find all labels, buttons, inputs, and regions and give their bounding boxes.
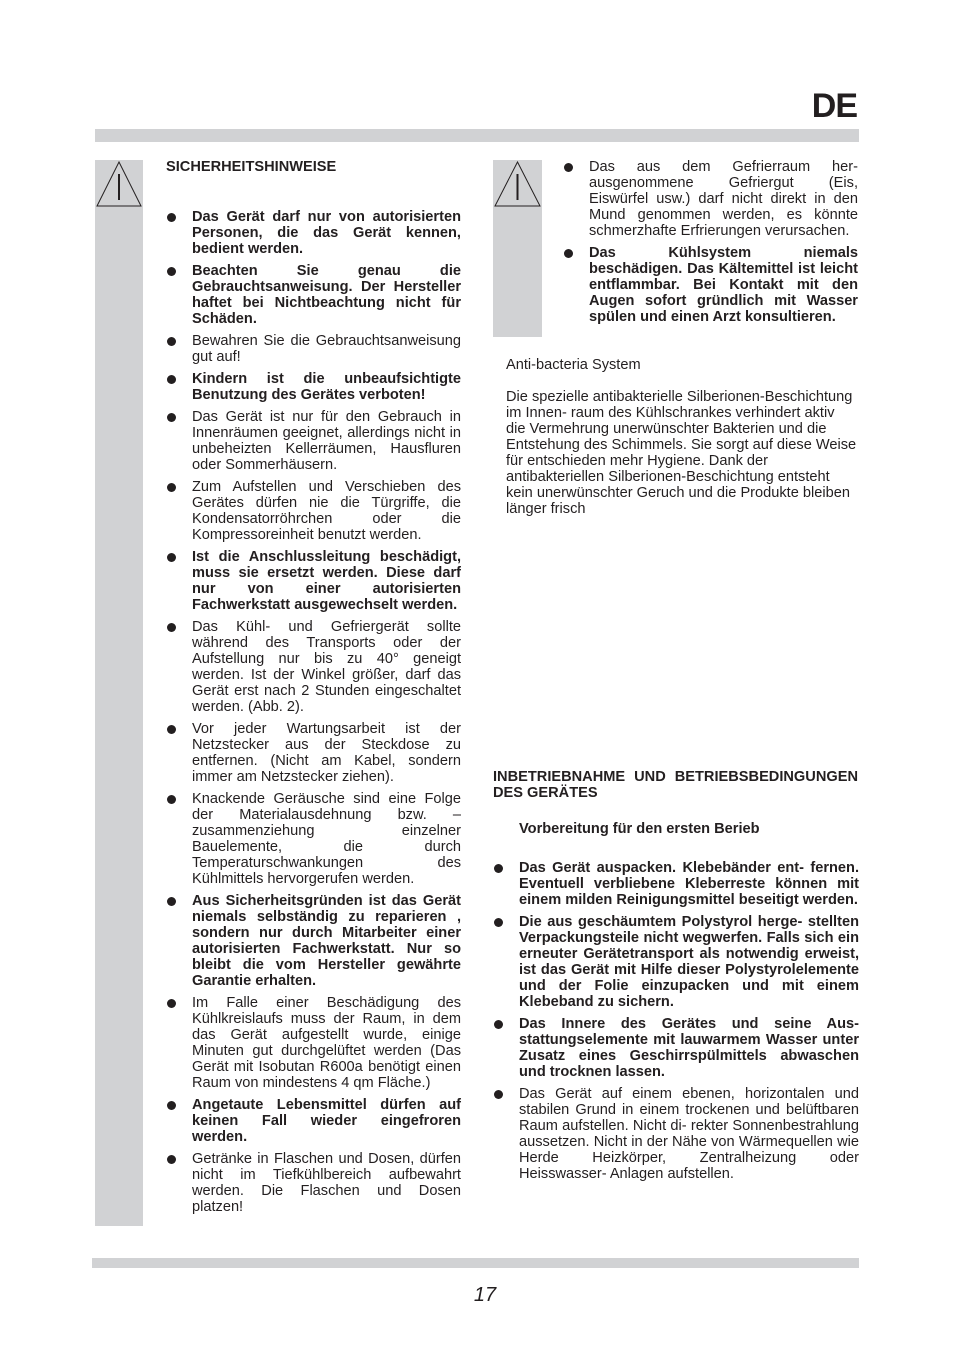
list-item: Getränke in Flaschen und Dosen, dürfen nicht im Tiefkühlbereich aufbewahrt werden. Die Flaschen und Dosen platzen! xyxy=(166,1151,461,1215)
operation-heading: INBETRIEBNAHME UND BETRIEBSBEDINGUNGEN DES GERÄTES xyxy=(493,769,858,801)
bottom-divider xyxy=(92,1258,859,1268)
list-item: Im Falle einer Beschädigung des Kühlkreislaufs muss der Raum, in dem das Gerät aufgestellt wurde, einige Minuten gut durchgelüftet werden (Das Gerät mit Isobutan R600a benötigt einen Raum von mindestens 4 qm Fläche.) xyxy=(166,995,461,1091)
safety-list xyxy=(166,209,461,1221)
list-item: Ist die Anschlussleitung beschädigt, muss sie ersetzt werden. Diese darf nur von einer autorisierten Fachwerkstatt ausgewechselt werden. xyxy=(166,549,461,613)
list-item: Die aus geschäumtem Polystyrol herge- stellten Verpackungsteile nicht wegwerfen. Falls sich ein erneuter Gerätetransport als notwendig erweist, ist das Gerät mit Hilfe dieser Polystyrolelemente und der Folie einzupacken und mit einem Klebeband zu sichern. xyxy=(493,914,859,1010)
list-item: Das Gerät auspacken. Klebebänder ent- fernen. Eventuell verbliebene Kleberreste können mit einem milden Reinigungsmittel beseitigt werden. xyxy=(493,860,859,908)
safety-heading: SICHERHEITSHINWEISE xyxy=(166,159,337,175)
list-item: Knackende Geräusche sind eine Folge der Materialausdehnung bzw. –zusammenziehung einzelner Bauelemente, die durch Temperaturschwankungen des Kühlmittels hervorgerufen werden. xyxy=(166,791,461,887)
language-code: DE xyxy=(811,87,857,125)
list-item: Das Kühlsystem niemals beschädigen. Das Kältemittel ist leicht entflammbar. Bei Kontakt mit den Augen sofort gründlich mit Wasser spülen und einen Arzt konsultieren. xyxy=(563,245,858,325)
warning-sidebar-right xyxy=(493,160,542,337)
antibacteria-body: Die spezielle antibakterielle Silberionen-Beschichtung im Innen- raum des Kühlschrankes verhindert aktiv die Vermehrung unerwünschter Bakterien und die Entstehung des Schimmels. Sie sorgt auf diese Weise für entschieden mehr Hygiene. Dank der antibakteriellen Silberionen-Beschichtung entsteht kein unerwünschter Geruch und die Produkte bleiben länger frisch xyxy=(506,389,857,517)
list-item: Das Gerät ist nur für den Gebrauch in Innenräumen geeignet, allerdings nicht in unbeheizten Kellerräumen, Hausfluren oder Sommerhäusern. xyxy=(166,409,461,473)
warning-exclamation-icon xyxy=(95,160,143,210)
list-item: Das Gerät auf einem ebenen, horizontalen und stabilen Grund in einem trockenen und belüftbaren Raum aufstellen. Nicht di- rekter Sonnenbestrahlung aussetzen. Nicht in der Nähe von Wärmequellen wie Herde Heizkörper, Zentralheizung oder Heisswasser- Anlagen aufstellen. xyxy=(493,1086,859,1182)
list-item: Das Innere des Gerätes und seine Aus- stattungselemente mit lauwarmem Wasser unter Zusatz eines Geschirrspülmittels abwaschen und trocknen lassen. xyxy=(493,1016,859,1080)
warning-list xyxy=(563,159,858,331)
list-item: Beachten Sie genau die Gebrauchtsanweisung. Der Hersteller haftet bei Nichtbeachtung nicht für Schäden. xyxy=(166,263,461,327)
list-item: Das aus dem Gefrierraum her- ausgenommene Gefriergut (Eis, Eiswürfel usw.) darf nicht direkt in den Mund genommen werden, es könnte schmerzhafte Erfrierungen verursachen. xyxy=(563,159,858,239)
list-item: Zum Aufstellen und Verschieben des Gerätes dürfen nie die Türgriffe, die Kondensatorröhrchen oder die Kompressoreinheit benutzt werden. xyxy=(166,479,461,543)
list-item: Vor jeder Wartungsarbeit ist der Netzstecker aus der Steckdose zu entfernen. (Nicht am Kabel, sondern immer am Netzstecker ziehen). xyxy=(166,721,461,785)
antibacteria-title: Anti-bacteria System xyxy=(506,357,641,373)
page-number: 17 xyxy=(473,1284,497,1306)
top-divider xyxy=(95,129,859,142)
preparation-list xyxy=(493,860,859,1188)
warning-exclamation-icon xyxy=(493,160,542,210)
list-item: Bewahren Sie die Gebrauchtsanweisung gut auf! xyxy=(166,333,461,365)
list-item: Kindern ist die unbeaufsichtigte Benutzung des Gerätes verboten! xyxy=(166,371,461,403)
preparation-subheading: Vorbereitung für den ersten Berieb xyxy=(519,821,760,837)
list-item: Das Kühl- und Gefriergerät sollte während des Transports oder der Aufstellung nur bis zu 40° geneigt werden. Ist der Winkel größer, darf das Gerät erst nach 2 Stunden eingeschaltet werden. (Abb. 2). xyxy=(166,619,461,715)
list-item: Aus Sicherheitsgründen ist das Gerät niemals selbständig zu reparieren , sondern nur durch Mitarbeiter einer autorisierten Fachwerkstatt. Nur so bleibt die vom Hersteller gewährte Garantie erhalten. xyxy=(166,893,461,989)
list-item: Angetaute Lebensmittel dürfen auf keinen Fall wieder eingefroren werden. xyxy=(166,1097,461,1145)
list-item: Das Gerät darf nur von autorisierten Personen, die das Gerät kennen, bedient werden. xyxy=(166,209,461,257)
warning-sidebar-left xyxy=(95,160,143,1226)
